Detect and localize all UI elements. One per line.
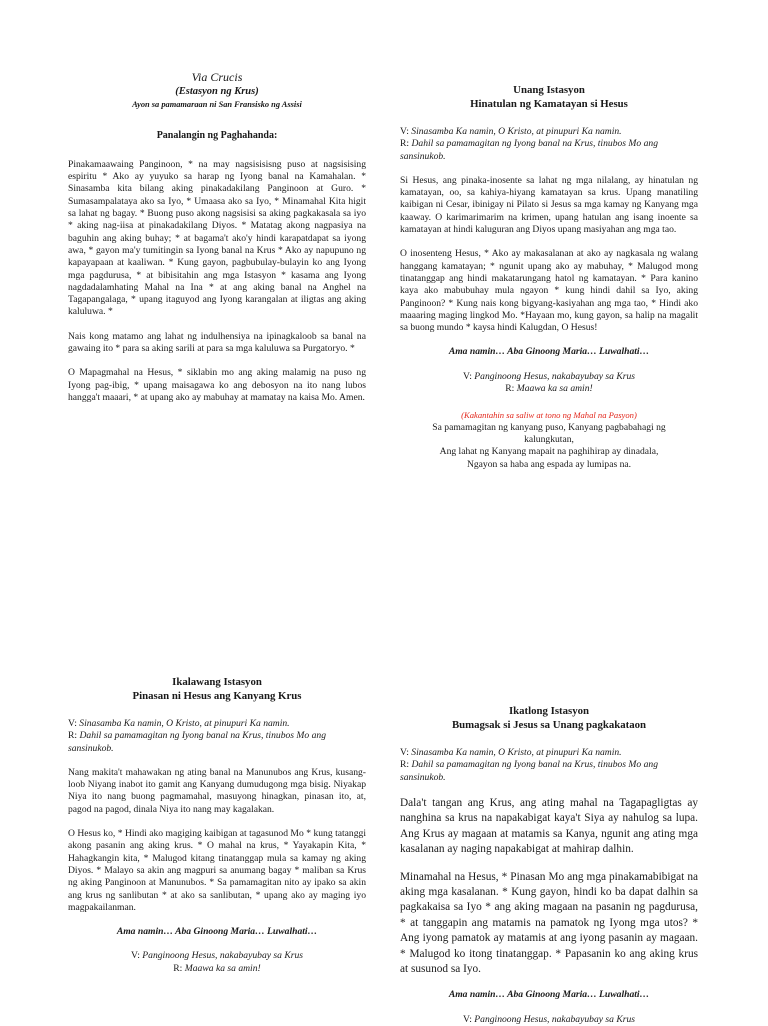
prayer-heading: Panalangin ng Paghahanda: <box>156 129 278 141</box>
station-1-versicle-2 <box>400 371 698 383</box>
station-1-response <box>400 138 698 163</box>
response-label: R: <box>505 383 515 395</box>
station-1-versicle <box>400 126 698 138</box>
intro-paragraph-2: Nais kong matamo ang lahat ng indulhensiya na ipinagkaloob sa banal na gawaing ito * para sa aking sarili at para sa mga kaluluwa sa Purgatoryo. * <box>68 330 366 355</box>
intro-paragraph-1: Pinakamaawaing Panginoon, * na may nagsisisisng puso at nagsisising espiritu * Ako ay yuyuko sa harap ng Iyong banal na Kamahalan. * Sinasamba kita bilang aking pinakadakilang Panginoon at Guro. * Sumasampalataya ako sa Iyo, * Umaasa ako sa Iyo, * Minamahal Kita higit sa lahat ng bagay. * Buong puso akong nagsisisi sa aking pagkakasala sa iyo * aking nag-iisa at pinakadakilang Diyos. * Matatag akong nagpasiya na baguhin ang aking buhay; * at bagama't ako'y hindi karapatdapat sa iyong awa, * gayon ma'y tumitingin sa Iyong banal na Krus * Ako ay napupuno ng kapayapaan at kaaliwan. * Kung gayon, pagbubulay-bulayin ko ang Iyong mga pagdurusa, * at bibisitahin ang mga Istasyon * kasama ang Iyong nagdadalamhating Mahal na Ina * at ang aking banal na Anghel na Tagapangalaga, * upang itaguyod ang Iyong karangalan at iligtas ang aking kaluluwa. * <box>68 158 366 318</box>
station-2-versicle-2 <box>68 950 366 962</box>
response-text: Maawa ka sa amin! <box>184 962 261 974</box>
station-1-hymn-line: Ngayon sa haba ang espada ay lumipas na. <box>466 458 632 470</box>
station-1-column <box>400 83 698 471</box>
response-label: R: <box>68 730 78 742</box>
versicle-text: Sinasamba Ka namin, O Kristo, at pinupuri Ka namin. <box>79 718 290 729</box>
station-1-hymn-note: (Kakantahin sa saliw at tono ng Mahal na Pasyon) <box>461 410 637 421</box>
station-3-versicle-2 <box>400 1014 698 1026</box>
station-3-column <box>400 704 698 1026</box>
response-text: Dahil sa pamamagitan ng Iyong banal na Krus, tinubos Mo ang sansinukob. <box>400 759 658 783</box>
document-title: Via Crucis <box>191 70 243 84</box>
station-3-paragraph-1: Dala't tangan ang Krus, ang ating mahal na Tagapagligtas ay nanghina sa krus na napakabigat kaya't Siya ay nahulog sa lupa. Ang Krus ay magaan at matamis sa Kanya, ngunit ang ating mga kasalanan ay naging napakabigat at mahirap dalhin. <box>400 796 698 856</box>
station-2-column <box>68 675 366 975</box>
versicle-text: Panginoong Hesus, nakabayubay sa Krus <box>142 950 303 962</box>
versicle-label: V: <box>463 370 472 382</box>
station-2-response <box>68 730 366 755</box>
station-1-prayers: Ama namin… Aba Ginoong Maria… Luwalhati… <box>448 346 650 358</box>
station-1-hymn-line: kalungkutan, <box>524 433 574 445</box>
station-1-number: Unang Istasyon <box>513 84 585 96</box>
versicle-text: Panginoong Hesus, nakabayubay sa Krus <box>474 370 635 382</box>
station-3-prayers: Ama namin… Aba Ginoong Maria… Luwalhati… <box>448 989 650 1001</box>
station-2-number: Ikalawang Istasyon <box>172 676 262 688</box>
response-label: R: <box>400 138 410 150</box>
station-1-title: Hinatulan ng Kamatayan si Hesus <box>470 98 628 110</box>
station-1-hymn-line: Ang lahat ng Kanyang mapait na paghihirap ay dinadala, <box>439 446 659 458</box>
response-label: R: <box>400 759 410 771</box>
station-2-prayers: Ama namin… Aba Ginoong Maria… Luwalhati… <box>116 926 318 938</box>
station-2-paragraph-2: O Hesus ko, * Hindi ako magiging kaibigan at tagasunod Mo * kung tatanggi akong pasanin ang aking krus. * O mahal na krus, * Yayakapin Kita, * Hahagkangin kita, * Malugod kitang tinatanggap mula sa kamay ng aking Diyos. * Malayo sa akin ang magpuri sa anumang bagay * maliban sa Krus ng aking Panginoon at Manunubos. * Sa pamamagitan nito ay ipako sa akin ang krus ng sanlibutan * at ako sa sanlibutan, * upang ako ay maging iyo magpakailanman. <box>68 828 366 913</box>
station-3-paragraph-2: Minamahal na Hesus, * Pinasan Mo ang mga pinakamabibigat na aking mga kasalanan. * Kung gayon, hindi ko ba dapat dalhin sa pagkakaisa sa Iyo * ang aking magaan na pasanin ng pagdurusa, * at tanggapin ang matamis na pamatok ng Iyong mga utos? * Ang iyong pamatok ay matamis at ang iyong pasanin ay magaan. * Malugod ko itong tinatanggap. * Papasanin ko ang aking krus at susunod sa Iyo. <box>400 870 698 975</box>
station-3-number: Ikatlong Istasyon <box>508 705 590 717</box>
response-label: R: <box>173 962 183 974</box>
response-text: Dahil sa pamamagitan ng Iyong banal na Krus, tinubos Mo ang sansinukob. <box>68 730 326 754</box>
station-2-response-2 <box>68 963 366 975</box>
station-2-versicle <box>68 718 366 730</box>
station-3-title: Bumagsak si Jesus sa Unang pagkakataon <box>451 719 647 731</box>
station-1-paragraph-2: O inosenteng Hesus, * Ako ay makasalanan at ako ay nagkasala ng walang hanggang kamatayan; * ngunit upang ako ay mabuhay, * Malugod mong tinatanggap ang hindi makatarungang hatol ng kamatayan. * Para kanino kaya ako mabubuhay mula ngayon * kung hindi dahil sa Iyo, aking Panginoon? * Kung nais kong bigyang-kasiyahan ang mga tao, * Hindi ako maaaring maging lingkod Mo. *Hayaan mo, kung gayon, sa halip na magalit sa buong mundo * kaysa hindi Kalugdan, O Hesus! <box>400 248 698 334</box>
station-1-paragraph-1: Si Hesus, ang pinaka-inosente sa lahat ng mga nilalang, ay hinatulan ng kamatayan, oo, sa kahiya-hiyang kamatayan sa krus. Upang manatiling kaibigan ni Cesar, ibinigay ni Pilato si Jesus sa mga kamay ng Kanyang mga kaaway. O karimarimarim na krimen, upang hatulan ang isang inoente sa kamatayan at hindi kaluguran ang Diyos upang masiyahan ang mga tao. <box>400 174 698 236</box>
document-subtitle: (Estasyon ng Krus) <box>175 86 259 97</box>
versicle-label: V: <box>463 1013 472 1025</box>
station-2-paragraph-1: Nang makita't mahawakan ng ating banal na Manunubos ang Krus, kusang-loob Niyang inabot ito gamit ang Kanyang dumudugong mga bisig. Niyakap Niya ito nang buong pagmamahal, masuyong hinagkan, pinasan ito, at, pagod na pagod, dinala Niya ito nang may kagalakan. <box>68 766 366 815</box>
station-2-title: Pinasan ni Hesus ang Kanyang Krus <box>132 690 302 702</box>
station-1-response-2 <box>400 383 698 395</box>
response-text: Dahil sa pamamagitan ng Iyong banal na Krus, tinubos Mo ang sansinukob. <box>400 138 658 162</box>
versicle-label: V: <box>400 126 409 137</box>
versicle-text: Sinasamba Ka namin, O Kristo, at pinupuri Ka namin. <box>411 126 622 137</box>
versicle-label: V: <box>400 747 409 758</box>
intro-paragraph-3: O Mapagmahal na Hesus, * siklabin mo ang aking malamig na puso ng Iyong pag-ibig, * upang maisagawa ko ang debosyon na ito nang lubos hangga't maaari, * at upang ako ay mabuhay at mamatay na kaisa Mo. Amen. <box>68 367 366 403</box>
versicle-text: Panginoong Hesus, nakabayubay sa Krus <box>474 1013 635 1025</box>
station-3-response <box>400 759 698 784</box>
response-text: Maawa ka sa amin! <box>516 383 593 395</box>
document-byline: Ayon sa pamamaraan ni San Fransisko ng Assisi <box>132 100 302 110</box>
versicle-label: V: <box>68 718 77 729</box>
versicle-text: Sinasamba Ka namin, O Kristo, at pinupuri Ka namin. <box>411 747 622 758</box>
intro-column <box>68 70 366 404</box>
station-1-hymn-line: Sa pamamagitan ng kanyang puso, Kanyang pagbabahagi ng <box>432 421 666 433</box>
station-3-versicle <box>400 747 698 759</box>
versicle-label: V: <box>131 950 140 962</box>
